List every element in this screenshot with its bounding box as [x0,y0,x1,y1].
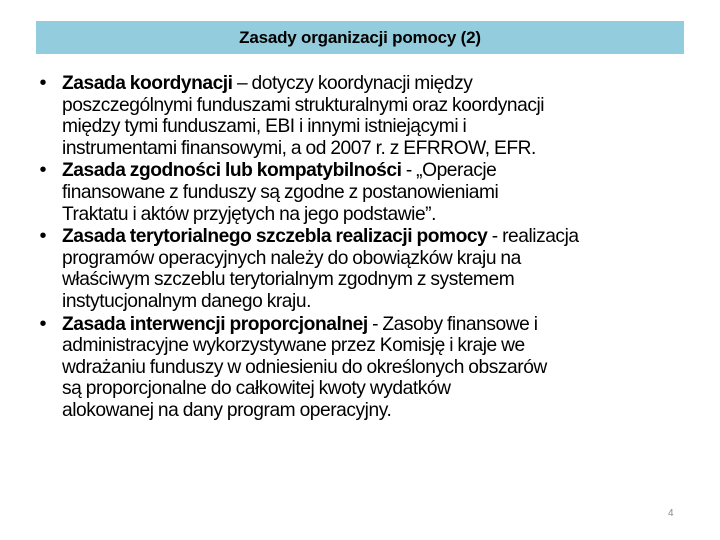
bullet-separator: - [401,160,417,182]
bullet-line: finansowane z funduszy są zgodne z postanowieniami [62,181,499,203]
page-number: 4 [668,508,674,519]
bullet-separator: - [487,226,503,248]
bullet-line: instrumentami finansowymi, a od 2007 r. z EFRROW, EFR. [62,137,536,159]
bullet-icon: • [39,312,47,335]
bullet-term: Zasada interwencji proporcjonalnej [62,313,368,335]
bullet-text [62,226,683,312]
bullet-term: Zasada terytorialnego szczebla realizacji pomocy [62,226,488,248]
slide-title-bar [36,21,684,54]
bullet-item-compatibility [33,160,683,225]
bullet-line: właściwym szczeblu terytorialnym zgodnym z systemem [62,269,515,291]
bullet-term: Zasada koordynacji [62,73,233,94]
bullet-line: administracyjne wykorzystywane przez Komisję i kraje we [62,335,525,357]
bullet-line: są proporcjonalne do całkowitej kwoty wydatków [62,378,451,400]
bullet-first-line-text: „Operacje [416,160,497,182]
bullet-icon: • [39,225,47,248]
bullet-item-proportional-intervention [33,314,683,422]
bullet-line: programów operacyjnych należy do obowiązków kraju na [62,247,521,269]
bullet-text [62,160,683,225]
bullet-line: Traktatu i aktów przyjętych na jego podstawie”. [62,203,436,225]
bullet-text [62,73,683,159]
bullet-item-coordination [33,73,683,159]
bullet-line: alokowanej na dany program operacyjny. [62,399,392,421]
bullet-first-line-text: dotyczy koordynacji między [251,73,473,94]
bullet-first-line [62,73,683,95]
bullet-line: wdrażaniu funduszy w odniesieniu do określonych obszarów [62,356,547,378]
bullet-line: instytucjonalnym danego kraju. [62,290,311,312]
slide-title: Zasady organizacji pomocy (2) [239,27,481,47]
bullet-icon: • [39,159,47,182]
bullet-first-line [62,314,683,336]
bullet-first-line-text: realizacja [502,226,579,248]
bullet-first-line [62,160,683,182]
bullet-line: poszczególnymi funduszami strukturalnymi oraz koordynacji [62,94,545,116]
bullet-list [33,73,683,423]
bullet-separator: – [232,73,252,94]
bullet-first-line-text: Zasoby finansowe i [382,313,538,335]
bullet-line: między tymi funduszami, EBI i innymi istniejącymi i [62,116,467,138]
bullet-term: Zasada zgodności lub kompatybilności [62,160,402,182]
bullet-icon: • [39,72,47,94]
bullet-item-territorial-level [33,226,683,312]
bullet-text [62,314,683,422]
bullet-first-line [62,226,683,248]
bullet-separator: - [367,313,383,335]
